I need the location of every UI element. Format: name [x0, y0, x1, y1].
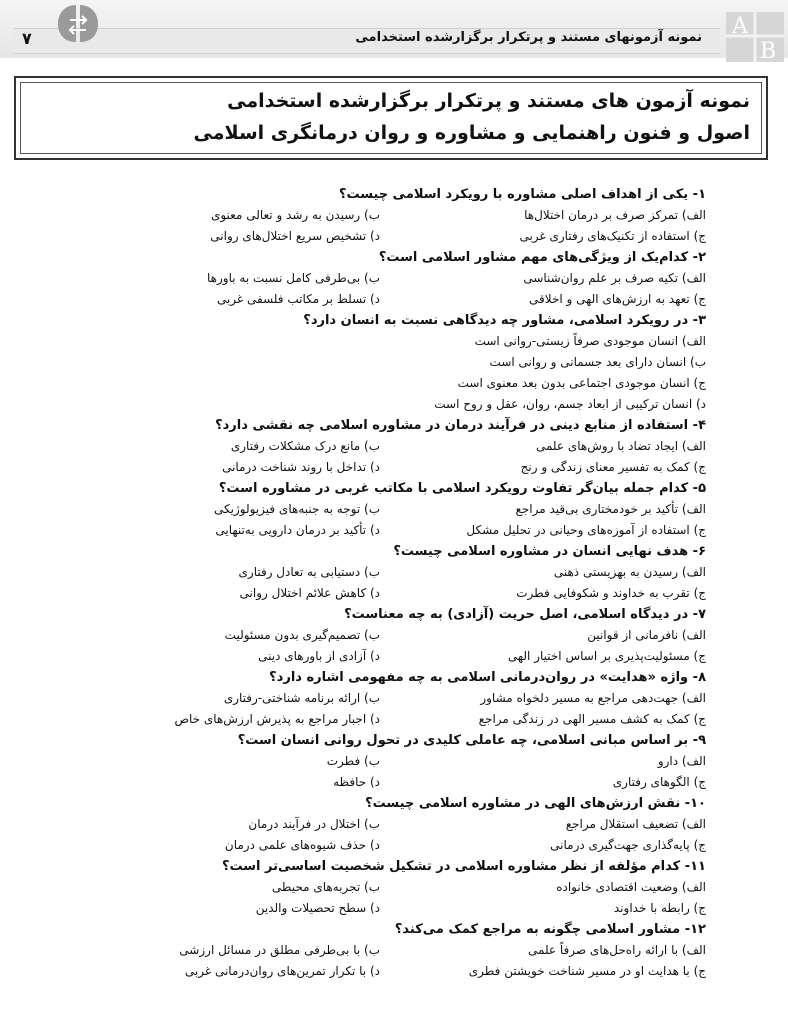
answer-option: د) آزادی از باورهای دینی	[258, 649, 380, 663]
options-row	[80, 562, 706, 583]
answer-option: د) تداخل با روند شناخت درمانی	[222, 460, 380, 474]
question-text: ۱- یکی از اهداف اصلی مشاوره با رویکرد اسلامی چیست؟	[338, 187, 706, 202]
answer-option: د) انسان ترکیبی از ابعاد جسم، روان، عقل و روح است	[434, 397, 706, 411]
answer-option: ب) رسیدن به رشد و تعالی معنوی	[210, 208, 380, 222]
page-subtitle: اصول و فنون راهنمایی و مشاوره و روان درمانگری اسلامی	[193, 122, 750, 144]
answer-option: ج) رابطه با خداوند	[613, 901, 706, 915]
answer-option: ب) اختلال در فرآیند درمان	[248, 817, 380, 831]
answer-option: ج) الگوهای رفتاری	[612, 775, 706, 789]
svg-text:A: A	[732, 14, 748, 39]
options-row	[80, 268, 706, 289]
options-row	[80, 835, 706, 856]
question-text: ۱۲- مشاور اسلامی چگونه به مراجع کمک می‌کند؟	[394, 922, 706, 937]
options-row	[80, 499, 706, 520]
question-text: ۷- در دیدگاه اسلامی، اصل حریت (آزادی) به چه معناست؟	[344, 607, 706, 622]
options-row	[80, 457, 706, 478]
answer-option: د) تسلط بر مکاتب فلسفی غربی	[216, 292, 380, 306]
svg-text:B: B	[760, 39, 777, 64]
answer-option: الف) تمرکز صرف بر درمان اختلال‌ها	[524, 208, 706, 222]
answer-option: ج) استفاده از آموزه‌های وحیانی در تحلیل مشکل	[466, 523, 706, 537]
answer-option: ب) انسان دارای بعد جسمانی و روانی است	[489, 355, 706, 369]
options-row	[80, 751, 706, 772]
question-text: ۲- کدام‌یک از ویژگی‌های مهم مشاور اسلامی است؟	[378, 250, 706, 265]
answer-option: الف) ایجاد تضاد با روش‌های علمی	[535, 439, 706, 453]
answer-option: ب) توجه به جنبه‌های فیزیولوژیکی	[213, 502, 380, 516]
answer-option: ج) استفاده از تکنیک‌های رفتاری غربی	[519, 229, 706, 243]
options-row	[80, 583, 706, 604]
options-row	[80, 289, 706, 310]
answer-option: الف) وضعیت اقتصادی خانواده	[556, 880, 706, 894]
answer-option: ج) پایه‌گذاری جهت‌گیری درمانی	[550, 838, 706, 852]
options-row	[80, 940, 706, 961]
options-row	[80, 688, 706, 709]
question-text: ۴- استفاده از منابع دینی در فرآیند درمان در مشاوره اسلامی چه نقشی دارد؟	[215, 418, 706, 433]
page-number: ۷	[22, 29, 32, 48]
answer-option: الف) انسان موجودی صرفاً زیستی-روانی است	[474, 334, 706, 348]
answer-option: د) حذف شیوه‌های علمی درمان	[224, 838, 380, 852]
options-row	[80, 898, 706, 919]
answer-option: الف) جهت‌دهی مراجع به مسیر دلخواه مشاور	[480, 691, 706, 705]
answer-option: ج) انسان موجودی اجتماعی بدون بعد معنوی است	[457, 376, 706, 390]
question-text: ۸- واژه «هدایت» در روان‌درمانی اسلامی به چه مفهومی اشاره دارد؟	[269, 670, 706, 685]
options-row	[80, 520, 706, 541]
answer-option: الف) تضعیف استقلال مراجع	[565, 817, 706, 831]
question-text: ۵- کدام جمله بیان‌گر تفاوت رویکرد اسلامی با مکاتب غربی در مشاوره است؟	[218, 481, 706, 496]
answer-option: ب) بی‌طرفی کامل نسبت به باورها	[207, 271, 380, 285]
answer-option: الف) با ارائه راه‌حل‌های صرفاً علمی	[528, 943, 706, 957]
answer-option: ب) با بی‌طرفی مطلق در مسائل ارزشی	[179, 943, 380, 957]
answer-option: د) با تکرار تمرین‌های روان‌درمانی غربی	[184, 964, 380, 978]
answer-option: د) حافظه	[333, 775, 380, 789]
answer-option: ج) کمک به تفسیر معنای زندگی و رنج	[520, 460, 706, 474]
question-text: ۶- هدف نهایی انسان در مشاوره اسلامی چیست؟	[393, 544, 706, 559]
options-row	[80, 625, 706, 646]
answer-option: ب) تجربه‌های محیطی	[271, 880, 380, 894]
answer-option: ب) ارائه برنامه شناختی-رفتاری	[223, 691, 380, 705]
answer-option: الف) تأکید بر خودمختاری بی‌قید مراجع	[515, 502, 706, 516]
answer-option: د) سطح تحصیلات والدین	[255, 901, 380, 915]
question-text: ۱۱- کدام مؤلفه از نظر مشاوره اسلامی در تشکیل شخصیت اساسی‌تر است؟	[221, 859, 706, 874]
options-row	[80, 961, 706, 982]
answer-option: ج) تقرب به خداوند و شکوفایی فطرت	[516, 586, 706, 600]
answer-option: الف) رسیدن به بهزیستی ذهنی	[553, 565, 706, 579]
answer-option: د) تأکید بر درمان دارویی به‌تنهایی	[215, 523, 380, 537]
answer-option: د) کاهش علائم اختلال روانی	[239, 586, 380, 600]
answer-option: ب) فطرت	[326, 754, 380, 768]
question-text: ۳- در رویکرد اسلامی، مشاور چه دیدگاهی نسبت به انسان دارد؟	[303, 313, 706, 328]
question-text: ۱۰- نقش ارزش‌های الهی در مشاوره اسلامی چیست؟	[365, 796, 706, 811]
options-row	[80, 205, 706, 226]
options-row	[80, 772, 706, 793]
running-title: نمونه آزمونهای مستند و پرتکرار برگزارشده استخدامی	[355, 30, 702, 45]
question-list	[80, 184, 706, 982]
answer-option: د) اجبار مراجع به پذیرش ارزش‌های خاص	[174, 712, 380, 726]
answer-option: ب) دستیابی به تعادل رفتاری	[238, 565, 380, 579]
options-row	[80, 814, 706, 835]
answer-option: ج) مسئولیت‌پذیری بر اساس اختیار الهی	[507, 649, 706, 663]
question-text: ۹- بر اساس مبانی اسلامی، چه عاملی کلیدی در تحول روانی انسان است؟	[237, 733, 706, 748]
answer-option: ج) تعهد به ارزش‌های الهی و اخلاقی	[529, 292, 706, 306]
options-row	[80, 226, 706, 247]
options-row	[80, 436, 706, 457]
answer-option: ب) تصمیم‌گیری بدون مسئولیت	[224, 628, 380, 642]
options-row	[80, 877, 706, 898]
answer-option: الف) دارو	[657, 754, 706, 768]
answer-option: ج) کمک به کشف مسیر الهی در زندگی مراجع	[478, 712, 706, 726]
title-box	[14, 76, 768, 160]
page-title: نمونه آزمون های مستند و پرتکرار برگزارشده استخدامی	[227, 90, 750, 112]
answer-option: د) تشخیص سریع اختلال‌های روانی	[210, 229, 380, 243]
answer-option: الف) تکیه صرف بر علم روان‌شناسی	[523, 271, 706, 285]
options-row	[80, 646, 706, 667]
answer-option: ج) با هدایت او در مسیر شناخت خویشتن فطری	[468, 964, 706, 978]
two-heads-logo-icon	[50, 2, 106, 56]
options-row	[80, 709, 706, 730]
answer-option: ب) مانع درک مشکلات رفتاری	[230, 439, 380, 453]
ab-letters-icon	[724, 4, 786, 64]
answer-option: الف) نافرمانی از قوانین	[587, 628, 706, 642]
